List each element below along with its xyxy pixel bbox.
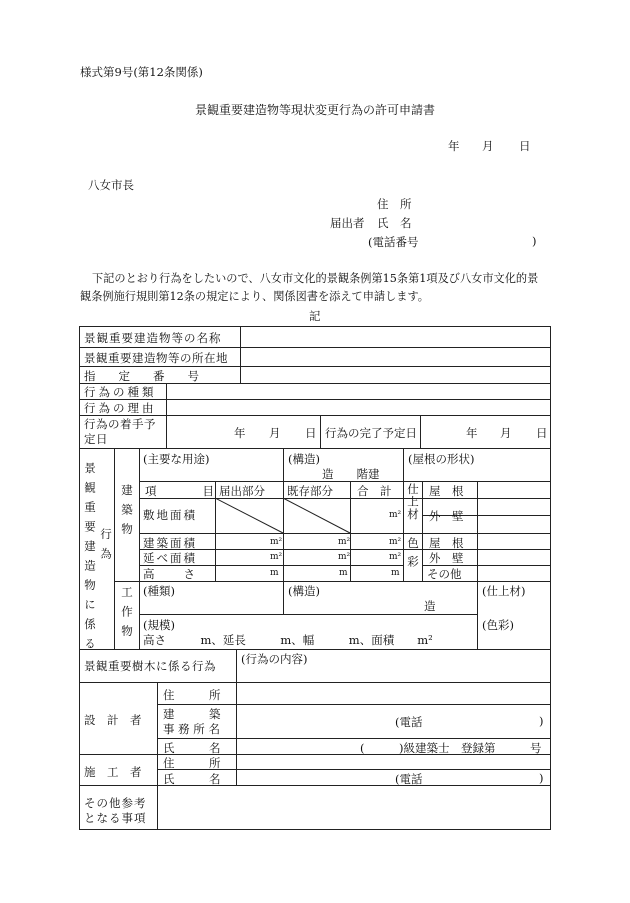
label-floor-area: 延べ面積 — [143, 551, 197, 565]
label-building-section: 景観重要建造物に係る — [83, 462, 97, 657]
label-other-reference-1: その他参考 — [84, 796, 147, 810]
label-other: その他 — [427, 567, 462, 581]
label-act-reason: 行為の理由 — [84, 401, 157, 415]
col-notified: 届出部分 — [219, 484, 265, 498]
label-act-content: (行為の内容) — [241, 652, 308, 666]
applicant-address-label: 住 所 — [377, 197, 412, 211]
label-height: 高 さ — [143, 567, 197, 581]
constructor-phone-close: ) — [539, 771, 544, 785]
completion-month: 月 — [500, 426, 512, 440]
h-existing-unit: m — [339, 568, 348, 578]
designer-phone-label: (電話 — [395, 715, 423, 729]
label-completion-date: 行為の完了予定日 — [325, 426, 417, 440]
constructor-address-label: 住 所 — [163, 756, 221, 770]
start-month: 月 — [269, 426, 281, 440]
ba-notified-unit: m² — [270, 537, 283, 547]
completion-year: 年 — [466, 426, 478, 440]
label-other-reference-2: となる事項 — [84, 811, 147, 825]
label-act-vertical: 行為 — [99, 528, 113, 567]
date-year: 年 — [448, 139, 460, 153]
applicant-phone-close: ) — [532, 234, 537, 248]
body-line-1: 下記のとおり行為をしたいので、八女市文化的景観条例第15条第1項及び八女市文化的景 — [92, 272, 539, 285]
body-line-2: 観条例施行規則第12条の規定により、関係図書を添えて申請します。 — [80, 290, 429, 303]
designer-office-label-1: 建 築 — [163, 707, 221, 721]
constructor-phone-label: (電話 — [395, 772, 423, 786]
ba-existing-unit: m² — [338, 537, 351, 547]
architect-registration: ( )級建築士 登録第 号 — [360, 741, 542, 755]
ba-total-unit: m² — [389, 537, 402, 547]
label-roof-shape: (屋根の形状) — [408, 452, 475, 466]
fa-existing-unit: m² — [338, 552, 351, 562]
designer-address-label: 住 所 — [163, 688, 221, 702]
label-color: 色彩 — [406, 537, 420, 574]
label-outer-wall-2: 外 壁 — [429, 551, 464, 565]
applicant-phone-label: (電話番号 — [368, 235, 419, 249]
col-existing: 既存部分 — [287, 484, 333, 498]
date-day: 日 — [519, 139, 531, 153]
site-area-diagonals — [215, 498, 351, 534]
completion-day: 日 — [536, 426, 548, 440]
fa-notified-unit: m² — [270, 552, 283, 562]
label-main-use: (主要な用途) — [143, 452, 210, 466]
label-structure: (構造) — [288, 452, 320, 466]
label-site-area: 敷地面積 — [143, 508, 197, 522]
label-designer: 設 計 者 — [84, 713, 142, 727]
label-finish-material-2: (仕上材) — [482, 584, 526, 598]
label-constructor: 施 工 者 — [84, 765, 142, 779]
ki-label: 記 — [309, 309, 321, 323]
start-day: 日 — [305, 426, 317, 440]
form-title: 景観重要建造物等現状変更行為の許可申請書 — [195, 103, 436, 117]
fa-total-unit: m² — [389, 552, 402, 562]
addressee: 八女市長 — [88, 178, 134, 192]
form-number: 様式第9号(第12条関係) — [80, 65, 203, 79]
label-kind: (種類) — [143, 584, 175, 598]
label-building-area: 建築面積 — [143, 536, 197, 550]
label-designation-no: 指 定 番 号 — [84, 369, 199, 383]
label-zou: 造 — [424, 599, 436, 613]
label-start-date: 行為の着手予定日 — [84, 417, 156, 446]
label-kenchikubutsu: 建築物 — [120, 484, 134, 543]
label-act-type: 行為の種類 — [84, 385, 157, 399]
designer-office-label-2: 事 務 所 名 — [163, 722, 220, 736]
applicant-name-label: 氏 名 — [377, 216, 412, 230]
label-finish-material: 仕上材 — [406, 483, 420, 521]
label-roof-1: 屋 根 — [429, 484, 464, 498]
label-building-name: 景観重要建造物等の名称 — [84, 331, 222, 345]
scale-line: 高さ m、延長 m、幅 m、面積 m² — [143, 633, 433, 647]
label-building-location: 景観重要建造物等の所在地 — [84, 351, 228, 365]
col-total: 合 計 — [357, 484, 392, 498]
label-structure-2: (構造) — [288, 584, 320, 598]
label-kousakubutsu: 工作物 — [120, 586, 134, 645]
label-color-2: (色彩) — [482, 618, 514, 632]
h-total-unit: m — [391, 568, 400, 578]
label-roof-2: 屋 根 — [429, 536, 464, 550]
designer-phone-close: ) — [539, 714, 544, 728]
constructor-name-label: 氏 名 — [163, 772, 221, 786]
start-year: 年 — [234, 426, 246, 440]
label-outer-wall-1: 外 壁 — [429, 509, 464, 523]
designer-name-label: 氏 名 — [163, 741, 221, 755]
h-notified-unit: m — [270, 568, 279, 578]
site-total-unit: m² — [389, 510, 402, 520]
label-scale: (規模) — [143, 618, 175, 632]
col-item: 項 目 — [145, 484, 214, 498]
label-tree-act: 景観重要樹木に係る行為 — [84, 659, 216, 673]
date-month: 月 — [482, 139, 494, 153]
applicant-label: 届出者 — [330, 216, 365, 230]
label-floors: 造 階建 — [322, 467, 380, 481]
